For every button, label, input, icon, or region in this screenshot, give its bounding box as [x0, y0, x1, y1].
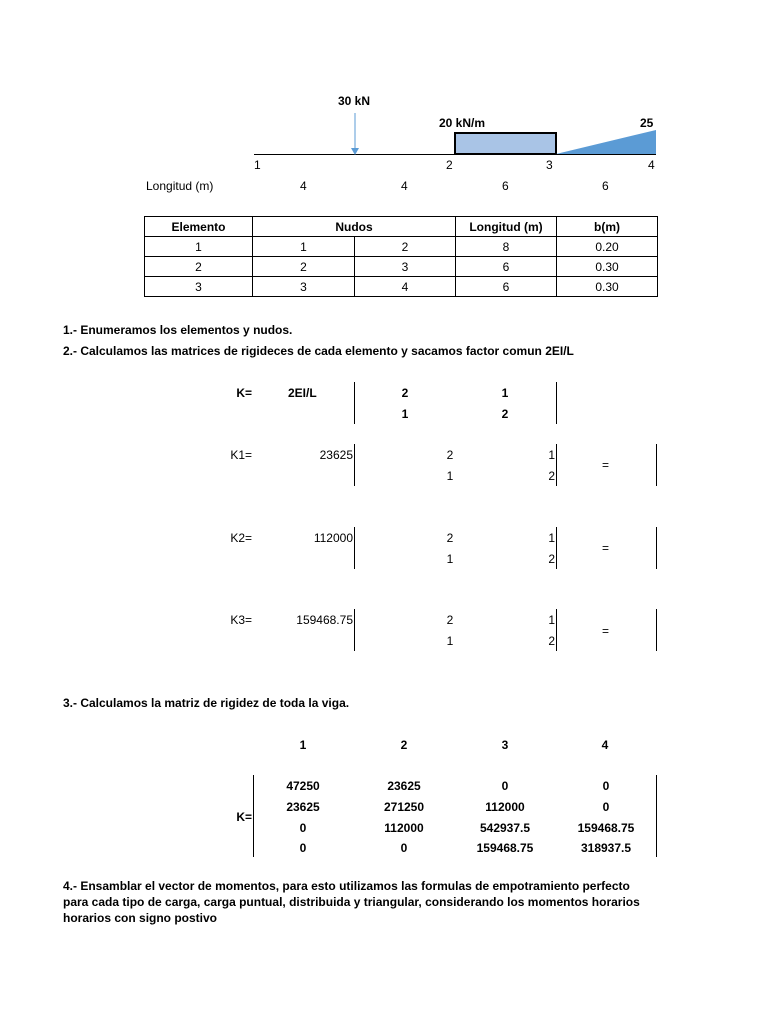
table-cell: 2: [253, 257, 355, 277]
global-k-cell: 112000: [384, 821, 424, 835]
node-label: 1: [254, 158, 261, 172]
beam-svg: [0, 0, 768, 170]
global-k-cell: 0: [299, 841, 307, 855]
matrix-bracket-right: [556, 609, 557, 651]
header-cell: Longitud (m): [456, 217, 557, 237]
k2-label: K2=: [230, 531, 252, 545]
table-cell: 8: [456, 237, 557, 257]
global-k-cell: 23625: [387, 779, 421, 793]
global-k-cell: 23625: [286, 800, 320, 814]
global-k-header: 4: [601, 738, 609, 752]
table-cell: 1: [253, 237, 355, 257]
matrix-cell: 1: [401, 407, 409, 421]
triangular-load-label: 25: [640, 116, 654, 130]
matrix-cell: 2: [401, 386, 409, 400]
matrix-bracket-left: [354, 609, 355, 651]
table-cell: 4: [355, 277, 456, 297]
k1-label: K1=: [230, 448, 252, 462]
global-k-cell: 0: [602, 800, 610, 814]
step-2-text: 2.- Calculamos las matrices de rigideces de cada elemento y sacamos factor comun 2EI/L: [63, 344, 574, 358]
global-k-cell: 159468.75: [476, 841, 534, 855]
matrix-bracket-right: [556, 382, 557, 424]
k3-factor: 159468.75: [296, 613, 353, 627]
header-cell: b(m): [557, 217, 658, 237]
matrix-cell: 1: [446, 634, 454, 648]
k1-factor: 23625: [319, 448, 353, 462]
matrix-bracket-left: [656, 444, 657, 486]
global-k-header: 3: [501, 738, 509, 752]
table-cell: 6: [456, 277, 557, 297]
matrix-cell: 1: [548, 448, 555, 462]
length-row-label: Longitud (m): [146, 179, 214, 193]
table-cell: 0.30: [557, 257, 658, 277]
table-cell: 3: [355, 257, 456, 277]
header-cell: Nudos: [253, 217, 456, 237]
k2-factor: 112000: [313, 531, 353, 545]
node-label: 2: [446, 158, 453, 172]
equals-sign: =: [602, 541, 610, 555]
table-cell: 0.30: [557, 277, 658, 297]
matrix-cell: 1: [548, 531, 555, 545]
matrix-cell: 2: [446, 448, 454, 462]
matrix-cell: 2: [548, 469, 555, 483]
table-cell: 1: [145, 237, 253, 257]
distributed-load-block: [455, 133, 556, 154]
global-k-cell: 0: [299, 821, 307, 835]
elements-table: [144, 216, 658, 297]
equals-sign: =: [602, 624, 610, 638]
k3-label: K3=: [230, 613, 252, 627]
matrix-cell: 1: [501, 386, 509, 400]
header-cell: Elemento: [145, 217, 253, 237]
matrix-bracket-right: [656, 775, 657, 857]
table-row: [145, 277, 658, 297]
length-value: 4: [300, 179, 307, 193]
table-cell: 6: [456, 257, 557, 277]
table-cell: 2: [145, 257, 253, 277]
global-k-cell: 271250: [383, 800, 425, 814]
global-k-header: 2: [400, 738, 408, 752]
length-value: 6: [502, 179, 509, 193]
matrix-bracket-right: [556, 527, 557, 569]
step-4-line-2: para cada tipo de carga, carga puntual, distribuida y triangular, considerando los momentos horarios: [63, 895, 640, 909]
step-3-text: 3.- Calculamos la matriz de rigidez de toda la viga.: [63, 696, 350, 710]
global-k-cell: 112000: [485, 800, 525, 814]
node-label: 4: [648, 158, 655, 172]
equals-sign: =: [602, 458, 610, 472]
matrix-bracket-left: [354, 444, 355, 486]
global-k-cell: 0: [501, 779, 509, 793]
matrix-cell: 2: [548, 634, 555, 648]
matrix-bracket-left: [354, 527, 355, 569]
point-load-arrow-head: [351, 148, 359, 155]
matrix-cell: 2: [446, 613, 454, 627]
table-header-row: [145, 217, 658, 237]
length-value: 6: [602, 179, 609, 193]
matrix-cell: 2: [446, 531, 454, 545]
table-cell: 3: [145, 277, 253, 297]
global-k-cell: 0: [400, 841, 408, 855]
matrix-bracket-right: [556, 444, 557, 486]
step-4-line-1: 4.- Ensamblar el vector de momentos, para esto utilizamos las formulas de empotramiento perfecto: [63, 879, 630, 893]
table-row: [145, 257, 658, 277]
point-load-label: 30 kN: [338, 94, 371, 108]
table-cell: 0.20: [557, 237, 658, 257]
length-value: 4: [401, 179, 408, 193]
global-k-cell: 542937.5: [479, 821, 531, 835]
matrix-cell: 2: [548, 552, 555, 566]
triangular-load-shape: [556, 130, 656, 154]
matrix-bracket-left: [354, 382, 355, 424]
matrix-cell: 2: [501, 407, 509, 421]
global-k-label: K=: [236, 810, 252, 824]
global-k-cell: 159468.75: [577, 821, 635, 835]
step-1-text: 1.- Enumeramos los elementos y nudos.: [63, 323, 293, 337]
matrix-cell: 1: [446, 469, 454, 483]
matrix-cell: 1: [548, 613, 555, 627]
global-k-cell: 47250: [286, 779, 320, 793]
table-row: [145, 237, 658, 257]
matrix-bracket-left: [656, 609, 657, 651]
k-general-label: K=: [236, 386, 252, 400]
distributed-load-label: 20 kN/m: [439, 116, 486, 130]
global-k-header: 1: [299, 738, 307, 752]
matrix-cell: 1: [446, 552, 454, 566]
table-cell: 3: [253, 277, 355, 297]
table-cell: 2: [355, 237, 456, 257]
k-general-factor: 2EI/L: [288, 386, 317, 400]
step-4-line-3: horarios con signo postivo: [63, 911, 218, 925]
global-k-cell: 0: [602, 779, 610, 793]
matrix-bracket-left: [656, 527, 657, 569]
global-k-cell: 318937.5: [580, 841, 632, 855]
node-label: 3: [546, 158, 553, 172]
